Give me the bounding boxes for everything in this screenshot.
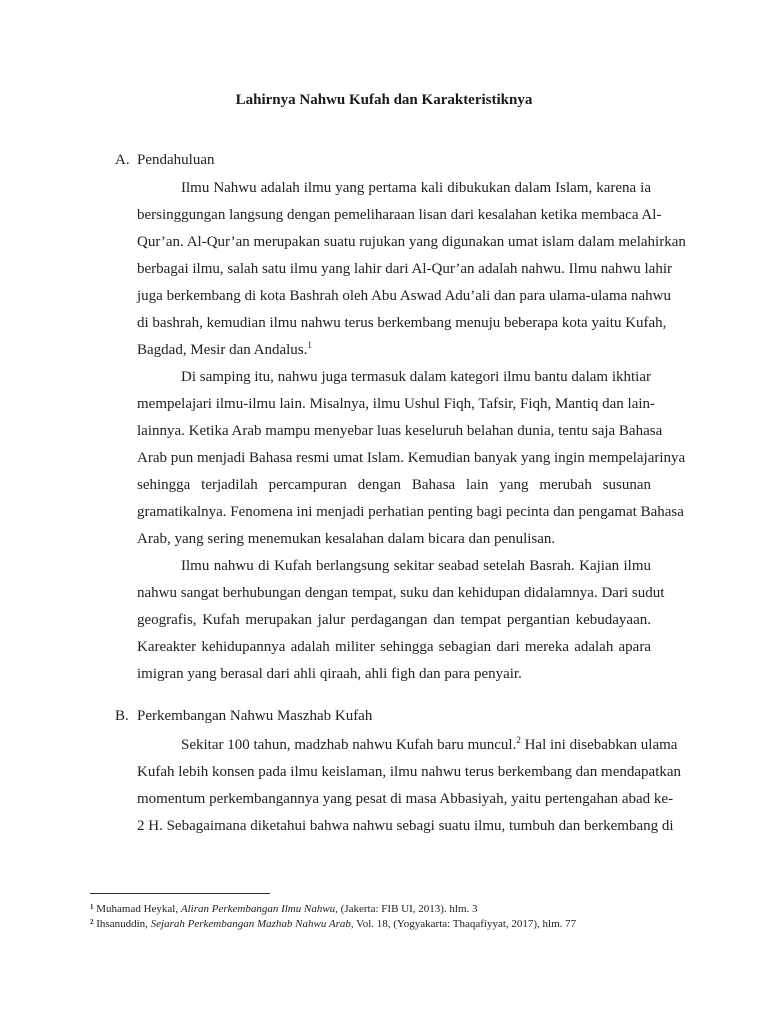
- paragraph-line: Arab pun menjadi Bahasa resmi umat Islam. Kemudian banyak yang ingin mempelajarinya: [137, 450, 686, 466]
- paragraph-line: bersinggungan langsung dengan pemeliharaan lisan dari kesalahan ketika membaca Al-: [137, 207, 662, 223]
- footnote-details: (Jakerta: FIB UI, 2013). hlm. 3: [337, 903, 478, 915]
- paragraph-line: di bashrah, kemudian ilmu nahwu terus berkembang menuju beberapa kota yaitu Kufah,: [137, 315, 667, 331]
- footnote-reference[interactable]: 2: [516, 735, 521, 745]
- paragraph-line: Arab, yang sering menemukan kesalahan dalam bicara dan penulisan.: [137, 531, 556, 547]
- paragraph-line: 2 H. Sebagaimana diketahui bahwa nahwu sebagi suatu ilmu, tumbuh dan berkembang di: [137, 818, 674, 834]
- footnote-work-title: Aliran Perkembangan Ilmu Nahwu,: [180, 903, 338, 915]
- paragraph-line: geografis, Kufah merupakan jalur perdagangan dan tempat pergantian kebudayaan.: [137, 612, 651, 628]
- footnote-1: [90, 902, 478, 916]
- paragraph-text: Hal ini disebabkan ulama: [520, 737, 678, 753]
- footnote-author: Muhamad Heykal,: [93, 903, 181, 915]
- section-title: Perkembangan Nahwu Maszhab Kufah: [137, 708, 373, 724]
- footnote-number: 1: [90, 903, 94, 911]
- paragraph-line: Kareakter kehidupannya adalah militer sehingga sebagian dari mereka adalah apara: [137, 639, 651, 655]
- paragraph-line: Kufah lebih konsen pada ilmu keislaman, ilmu nahwu terus berkembang dan mendapatkan: [137, 764, 682, 780]
- paragraph-a3: [137, 553, 665, 688]
- paragraph-line: Ilmu nahwu di Kufah berlangsung sekitar seabad setelah Basrah. Kajian ilmu: [181, 558, 651, 574]
- paragraph-line: gramatikalnya. Fenomena ini menjadi perhatian penting bagi pecinta dan pengamat Bahasa: [137, 504, 684, 520]
- footnote-number: 2: [90, 918, 94, 926]
- paragraph-line: sehingga terjadilah percampuran dengan Bahasa lain yang merubah susunan: [137, 477, 651, 493]
- paragraph-line: mempelajari ilmu-ilmu lain. Misalnya, ilmu Ushul Fiqh, Tafsir, Fiqh, Mantiq dan lain-: [137, 396, 656, 412]
- section-a-heading: [115, 152, 214, 169]
- paragraph-line: [137, 732, 678, 759]
- section-title: Pendahuluan: [137, 152, 215, 168]
- section-b-heading: [115, 708, 372, 725]
- paragraph-line: nahwu sangat berhubungan dengan tempat, suku dan kehidupan didalamnya. Dari sudut: [137, 585, 665, 601]
- paragraph-line: [137, 337, 651, 364]
- paragraph-line: juga berkembang di kota Bashrah oleh Abu Aswad Adu’ali dan para ulama-ulama nahwu: [137, 288, 672, 304]
- paragraph-line: lainnya. Ketika Arab mampu menyebar luas keseluruh belahan dunia, tentu saja Bahasa: [137, 423, 663, 439]
- paragraph-a1: [137, 175, 686, 364]
- document-title: Lahirnya Nahwu Kufah dan Karakteristiknya: [235, 92, 533, 108]
- paragraph-text: Bagdad, Mesir dan Andalus.: [137, 342, 308, 358]
- footnote-author: Ihsanuddin,: [93, 918, 151, 930]
- paragraph-line: Di samping itu, nahwu juga termasuk dalam kategori ilmu bantu dalam ikhtiar: [181, 369, 651, 385]
- footnote-work-title: Sejarah Perkembangan Mazhab Nahwu Arab: [150, 918, 351, 930]
- section-letter: B.: [115, 708, 129, 724]
- paragraph-b1: [137, 732, 682, 840]
- paragraph-line: Qur’an. Al-Qur’an merupakan suatu rujukan yang digunakan umat islam dalam melahirkan: [137, 234, 686, 250]
- paragraph-line: imigran yang berasal dari ahli qiraah, ahli figh dan para penyair.: [137, 666, 522, 682]
- paragraph-line: momentum perkembangannya yang pesat di masa Abbasiyah, yaitu pertengahan abad ke-: [137, 791, 674, 807]
- footnote-reference[interactable]: 1: [307, 340, 312, 350]
- footnote-2: [90, 917, 576, 931]
- footnote-details: , Vol. 18, (Yogyakarta: Thaqafiyyat, 2017), hlm. 77: [350, 918, 577, 930]
- footnote-separator: [90, 893, 270, 894]
- paragraph-a2: [137, 364, 686, 553]
- paragraph-text: Sekitar 100 tahun, madzhab nahwu Kufah baru muncul.: [181, 737, 517, 753]
- section-letter: A.: [115, 152, 130, 168]
- paragraph-line: berbagai ilmu, salah satu ilmu yang lahir dari Al-Qur’an adalah nahwu. Ilmu nahwu lahir: [137, 261, 672, 277]
- paragraph-line: Ilmu Nahwu adalah ilmu yang pertama kali dibukukan dalam Islam, karena ia: [181, 180, 651, 196]
